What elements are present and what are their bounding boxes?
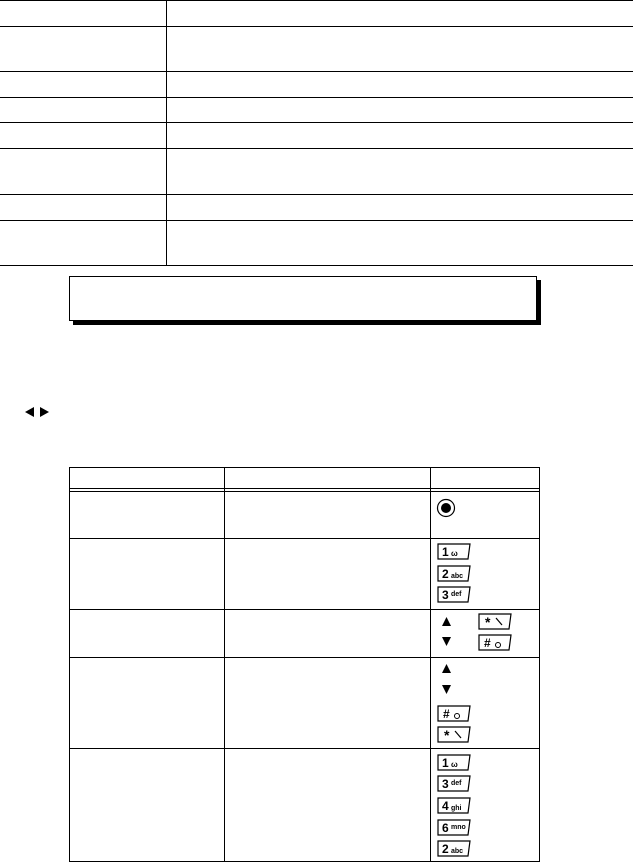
key-hash-icon bbox=[478, 634, 512, 651]
down-arrow-icon bbox=[441, 636, 452, 647]
table-rule bbox=[69, 609, 540, 610]
key-star-icon bbox=[437, 726, 471, 743]
up-arrow-icon bbox=[441, 616, 452, 627]
table-rule bbox=[69, 657, 540, 658]
key-label: 3 bbox=[442, 588, 449, 602]
key-label: 1 bbox=[442, 756, 449, 770]
table-rule bbox=[0, 122, 633, 123]
key-sublabel: abc bbox=[451, 848, 464, 855]
table-column-divider bbox=[166, 0, 167, 266]
table-column-divider bbox=[430, 467, 431, 862]
nav-center-key-icon bbox=[436, 498, 456, 518]
key-label: * bbox=[444, 727, 450, 743]
table-rule bbox=[0, 26, 633, 27]
down-arrow-icon bbox=[441, 684, 452, 695]
key-3-def-icon bbox=[437, 775, 471, 792]
key-label: # bbox=[443, 707, 450, 721]
svg-text:ω: ω bbox=[451, 760, 458, 769]
key-hash-icon bbox=[437, 705, 471, 722]
key-star-icon bbox=[478, 613, 512, 630]
key-label: 1 bbox=[442, 545, 449, 559]
table-rule bbox=[0, 220, 633, 221]
table-rule bbox=[69, 491, 540, 492]
key-label: 6 bbox=[442, 821, 449, 835]
table-rule bbox=[0, 71, 633, 72]
key-1-icon bbox=[437, 754, 471, 771]
table-rule bbox=[69, 748, 540, 749]
key-label: 2 bbox=[442, 842, 449, 856]
up-arrow-icon bbox=[441, 663, 452, 674]
note-box bbox=[69, 276, 537, 321]
table-rule bbox=[0, 265, 633, 266]
left-right-arrow-icon bbox=[24, 405, 50, 417]
table-rule bbox=[0, 194, 633, 195]
key-2-abc-icon bbox=[437, 565, 471, 582]
key-sublabel: mno bbox=[451, 824, 466, 831]
key-label: 2 bbox=[442, 567, 449, 581]
key-sublabel: def bbox=[451, 780, 462, 787]
svg-text:ω: ω bbox=[451, 549, 458, 558]
key-table bbox=[69, 467, 540, 862]
table-column-divider bbox=[224, 467, 225, 862]
key-label: # bbox=[484, 636, 491, 650]
table-rule bbox=[0, 97, 633, 98]
key-label: 4 bbox=[442, 799, 449, 813]
table-rule bbox=[69, 488, 540, 489]
key-2-abc-icon bbox=[437, 840, 471, 857]
key-sublabel: def bbox=[451, 591, 462, 598]
table-rule bbox=[0, 148, 633, 149]
key-label: * bbox=[485, 614, 491, 630]
table-rule bbox=[69, 538, 540, 539]
key-label: 3 bbox=[442, 777, 449, 791]
key-4-ghi-icon bbox=[437, 797, 471, 814]
key-1-icon bbox=[437, 543, 471, 560]
key-3-def-icon bbox=[437, 586, 471, 603]
key-sublabel: ghi bbox=[451, 805, 462, 812]
key-sublabel: abc bbox=[451, 573, 464, 580]
table-rule bbox=[0, 0, 633, 1]
key-6-mno-icon bbox=[437, 819, 471, 836]
